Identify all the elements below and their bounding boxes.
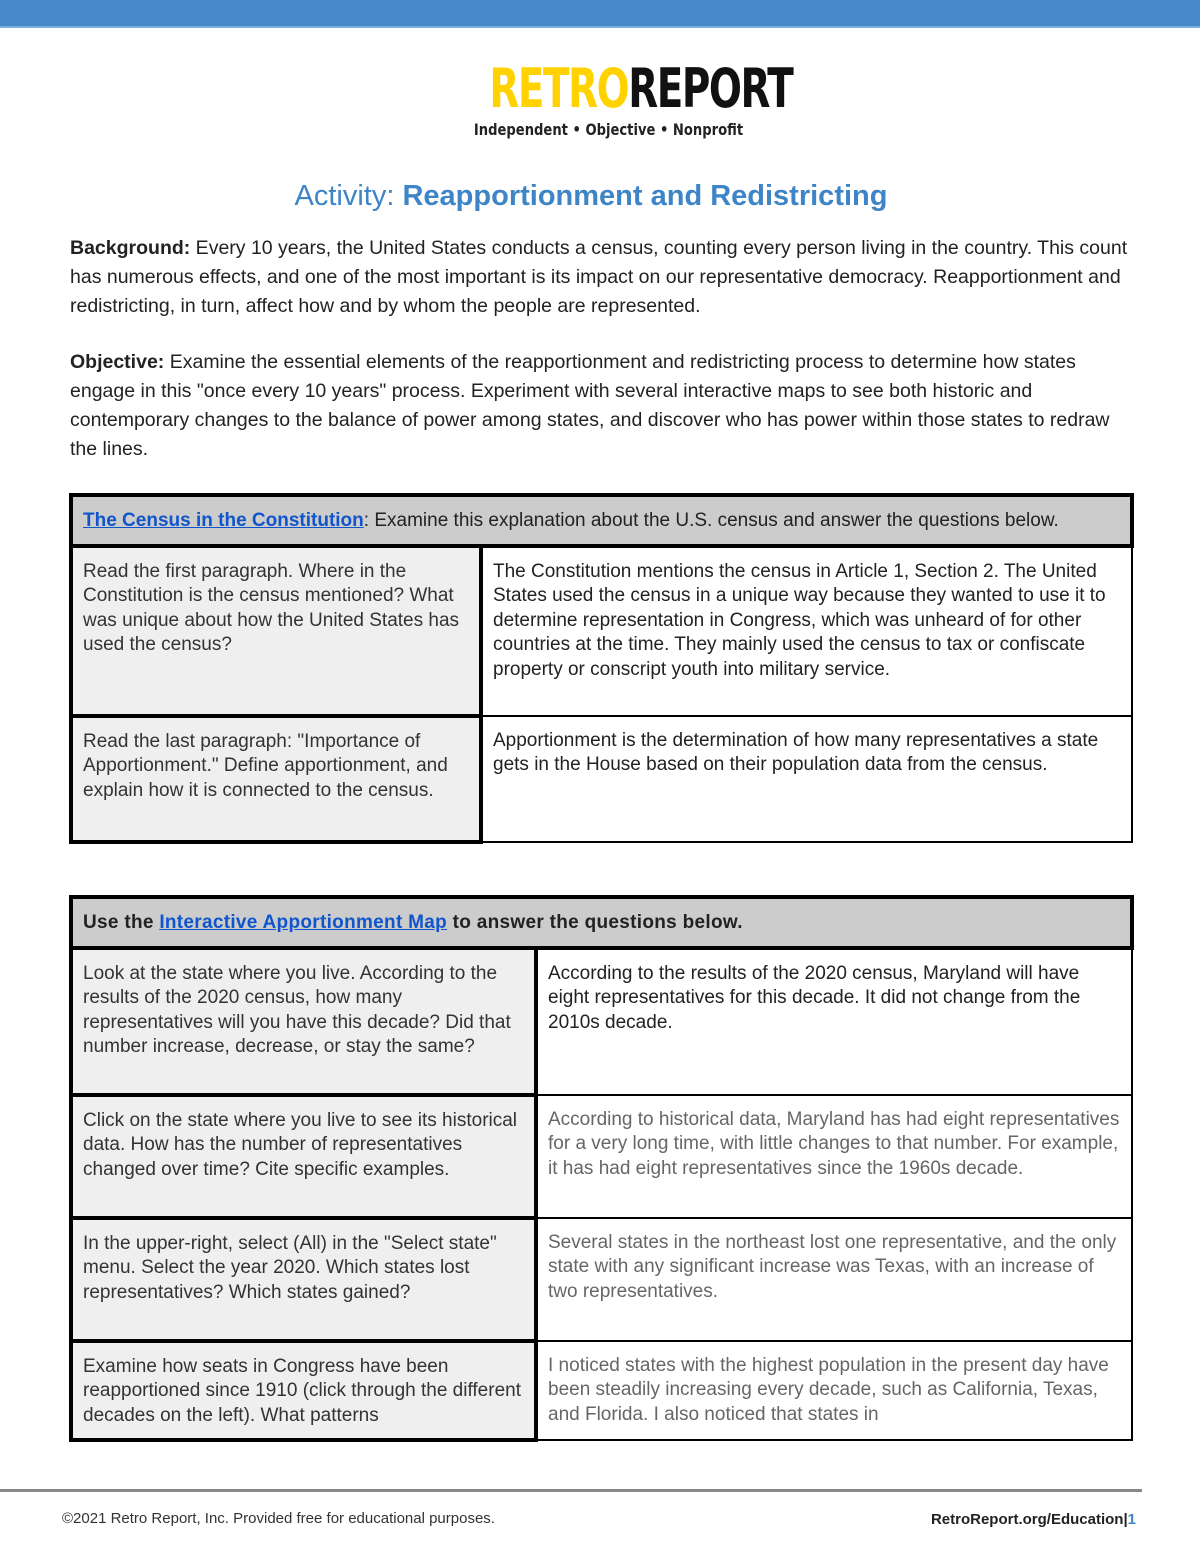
page-title: Activity: Reapportionment and Redistricting [294, 180, 888, 212]
table-row [71, 546, 1132, 716]
table-row [71, 1218, 1132, 1341]
retro-report-logo [446, 57, 793, 150]
answer-cell[interactable]: Apportionment is the determination of how many representatives a state gets in the House based on their population data from the census. [481, 716, 1132, 842]
background-paragraph [70, 234, 1130, 321]
top-banner [0, 0, 1200, 28]
table-row [71, 1341, 1132, 1441]
census-constitution-table [69, 493, 1134, 844]
question-cell: Examine how seats in Congress have been reapportioned since 1910 (click through the different decades on the left). What patterns [71, 1341, 536, 1441]
question-cell: Look at the state where you live. According to the results of the 2020 census, how many representatives will you have this decade? Did that number increase, decrease, or stay the same? [71, 948, 536, 1095]
interactive-apportionment-map-link[interactable]: Interactive Apportionment Map [159, 912, 448, 933]
answer-cell[interactable]: I noticed states with the highest population in the present day have been steadily increasing every decade, such as California, Texas, and Florida. I also noticed that states in [536, 1341, 1132, 1441]
logo-tagline: Independent • Objective • Nonprofit [473, 120, 744, 139]
objective-label: Objective: [70, 351, 165, 373]
apportionment-map-table [69, 895, 1134, 1442]
background-text: Every 10 years, the United States conducts a census, counting every person living in the country. This count has numerous effects, and one of the most important is its impact on our representative democracy. Reapportionment and redistricting, in turn, affect how and by whom the people are represented. [70, 237, 1128, 317]
question-cell: Read the first paragraph. Where in the Constitution is the census mentioned? What was unique about how the United States has used the census? [71, 546, 481, 716]
table-row [71, 716, 1132, 842]
logo-wordmark: RETROREPORT [489, 57, 793, 120]
table-row [71, 1095, 1132, 1218]
census-constitution-link[interactable]: The Census in the Constitution [83, 510, 364, 531]
question-cell: In the upper-right, select (All) in the "Select state" menu. Select the year 2020. Which states lost representatives? Which states gained? [71, 1218, 536, 1341]
answer-cell[interactable]: Several states in the northeast lost one representative, and the only state with any significant increase was Texas, with an increase of two representatives. [536, 1218, 1132, 1341]
answer-cell[interactable]: According to the results of the 2020 census, Maryland will have eight representatives for this decade. It did not change from the 2010s decade. [536, 948, 1132, 1095]
answer-cell[interactable]: According to historical data, Maryland has had eight representatives for a very long time, with little changes to that number. For example, it has had eight representatives since the 1960s decade. [536, 1095, 1132, 1218]
objective-paragraph [70, 348, 1130, 464]
table-row [71, 948, 1132, 1095]
footer-site-link[interactable]: RetroReport.org/Education [930, 1511, 1124, 1528]
footer-copyright: ©2021 Retro Report, Inc. Provided free for educational purposes. [62, 1510, 495, 1527]
question-cell: Read the last paragraph: "Importance of Apportionment." Define apportionment, and explain how it is connected to the census. [71, 716, 481, 842]
objective-text: Examine the essential elements of the reapportionment and redistricting process to determine how states engage in this "once every 10 years" process. Experiment with several interactive maps to see both historic and contemporary changes to the balance of power among states, and discover who has power within those states to redraw the lines. [70, 351, 1110, 460]
answer-cell[interactable]: The Constitution mentions the census in Article 1, Section 2. The United States used the census in a unique way because they wanted to use it to determine representation in Congress, which was unheard of for other countries at the time. They mainly used the census to tax or confiscate property or conscript youth into military service. [481, 546, 1132, 716]
footer-site: RetroReport.org/Education|1 [930, 1511, 1136, 1528]
page-number: 1 [1127, 1511, 1136, 1528]
table-header: Use the Interactive Apportionment Map to answer the questions below. [71, 897, 1132, 948]
table-header: The Census in the Constitution: Examine this explanation about the U.S. census and answer the questions below. [71, 495, 1132, 546]
question-cell: Click on the state where you live to see its historical data. How has the number of representatives changed over time? Cite specific examples. [71, 1095, 536, 1218]
footer-divider [0, 1489, 1142, 1492]
background-label: Background: [70, 237, 191, 259]
